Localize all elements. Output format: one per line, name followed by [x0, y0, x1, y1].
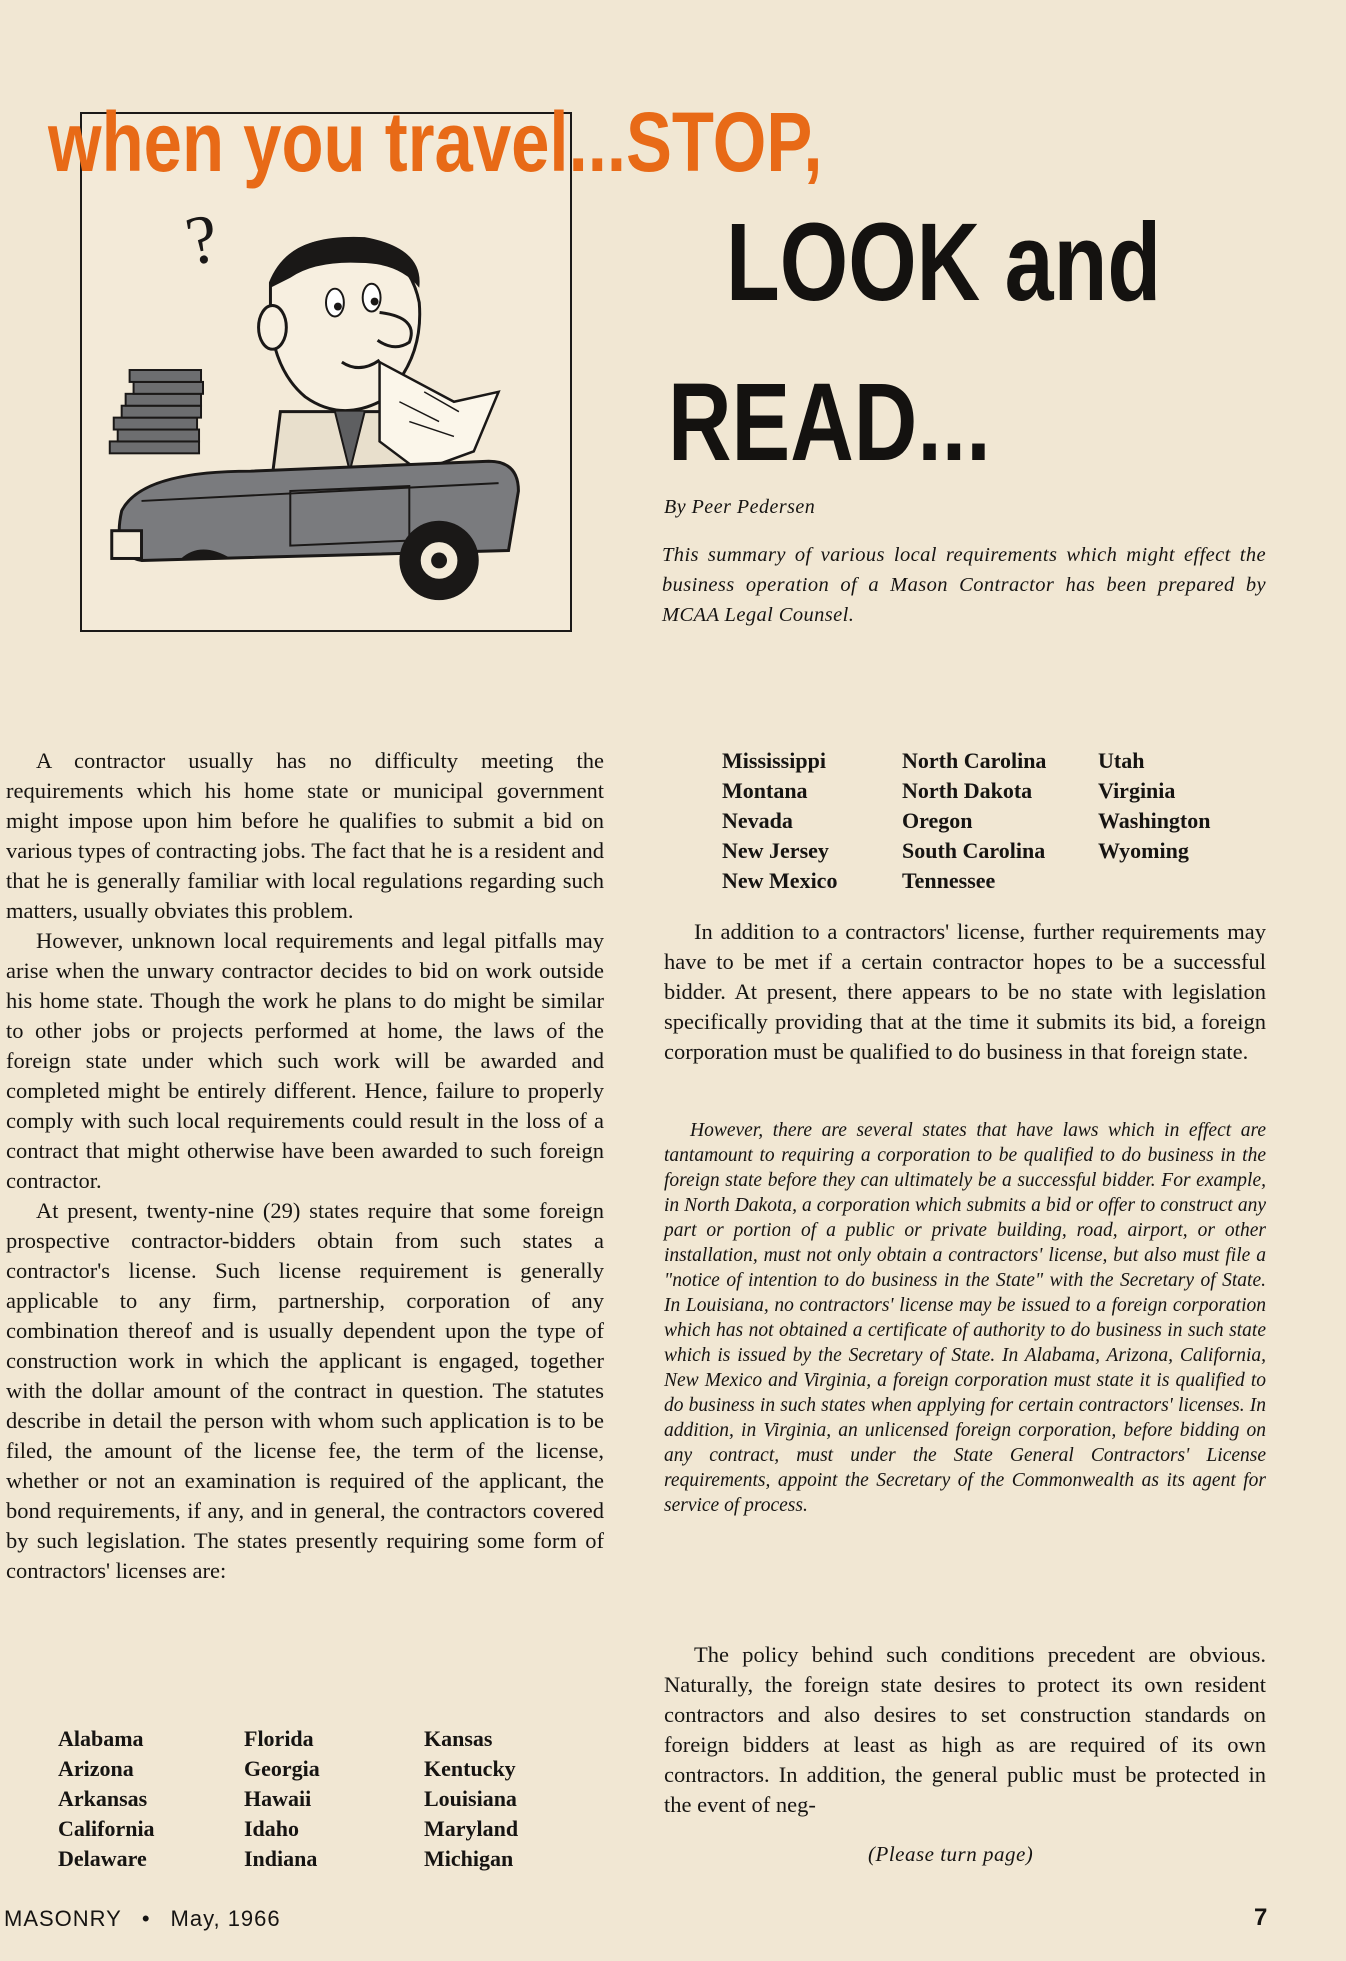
- cartoon-driver-in-car-icon: [82, 114, 570, 630]
- state-item: Louisiana: [424, 1786, 517, 1811]
- state-item: Florida: [244, 1726, 314, 1751]
- state-item: Wyoming: [1098, 838, 1189, 863]
- right-paragraph-2-text: The policy behind such conditions precedent are obvious. Naturally, the foreign state desires to protect its own resident contractors and also desires to set construction standards on foreign bidders at least as high as are required of its own contractors. In addition, the general public must be protected in the event of neg-: [664, 1642, 1266, 1817]
- right-paragraph-1-text: In addition to a contractors' license, further requirements may have to be met if a certain contractor hopes to be a successful bidder. At present, there appears to be no state with legislation specifically providing that at the time it submits its bid, a foreign corporation must be qualified to do business in that foreign state.: [664, 919, 1266, 1064]
- state-list-left: [58, 1724, 574, 1874]
- question-mark-text: ?: [180, 199, 224, 281]
- state-item: Maryland: [424, 1816, 519, 1841]
- state-item: Utah: [1098, 748, 1145, 773]
- left-paragraph-1: A contractor usually has no difficulty meeting the requirements which his home state or municipal government might impose upon him before he qualifies to submit a bid on various types of contracting jobs. The fact that he is a resident and that he is generally familiar with local regulations regarding such matters, usually obviates this problem.: [6, 748, 604, 923]
- state-item: Kentucky: [424, 1756, 516, 1781]
- state-item: New Mexico: [722, 868, 838, 893]
- headline-line1: when you travel...STOP,: [48, 95, 823, 189]
- right-italic-block: [664, 1118, 1266, 1518]
- right-paragraph-1: [664, 917, 1266, 1067]
- state-list-right: [722, 746, 1248, 896]
- right-italic-paragraph: However, there are several states that have laws which in effect are tantamount to requiring a corporation to be qualified to do business in the foreign state before they can ultimately be a successful bidder. For example, in North Dakota, a corporation which submits a bid or offer to construct any part or portion of a public or private building, road, airport, or other installation, must not only obtain a contractors' license, but also must file a "notice of intention to do business in the State" with the Secretary of State. In Louisiana, no contractors' license may be issued to a foreign corporation which has not obtained a certificate of authority to do business in such state which is issued by the Secretary of State. In Alabama, Arizona, California, New Mexico and Virginia, a foreign corporation must state it is qualified to do business in such states when applying for certain contractors' licenses. In addition, in Virginia, an unlicensed foreign corporation, before bidding on any contract, must under the State General Contractors' License requirements, appoint the Secretary of the Commonwealth as its agent for service of process.: [664, 1120, 1266, 1516]
- byline: By Peer Pedersen: [664, 496, 816, 518]
- footer-publication: [4, 1906, 281, 1932]
- state-item: Mississippi: [722, 748, 826, 773]
- state-item: [1098, 866, 1248, 896]
- issue-date: May, 1966: [170, 1906, 281, 1931]
- state-item: Hawaii: [244, 1786, 312, 1811]
- state-item: Michigan: [424, 1846, 514, 1871]
- state-item: Tennessee: [902, 868, 996, 893]
- state-item: Virginia: [1098, 778, 1176, 803]
- state-item: Alabama: [58, 1726, 144, 1751]
- headline-line2: LOOK and: [726, 201, 1162, 324]
- state-item: Idaho: [244, 1816, 300, 1841]
- state-item: Oregon: [902, 808, 973, 833]
- illustration-frame: [80, 112, 572, 632]
- state-item: North Dakota: [902, 778, 1033, 803]
- state-item: Arizona: [58, 1756, 134, 1781]
- headline-line3: READ...: [668, 361, 991, 484]
- state-item: South Carolina: [902, 838, 1046, 863]
- state-item: California: [58, 1816, 155, 1841]
- page-number: 7: [1254, 1904, 1268, 1931]
- state-item: Arkansas: [58, 1786, 148, 1811]
- left-paragraph-2: However, unknown local requirements and legal pitfalls may arise when the unwary contractor decides to bid on work outside his home state. Though the work he plans to do might be similar to other jobs or projects performed at home, the laws of the foreign state under which such work will be awarded and completed might be entirely different. Hence, failure to properly comply with such local requirements could result in the loss of a contract that might otherwise have been awarded to such foreign contractor.: [6, 928, 604, 1193]
- left-paragraph-3: At present, twenty-nine (29) states require that some foreign prospective contractor-bidders obtain from such states a contractor's license. Such license requirement is generally applicable to any firm, partnership, corporation of any combination thereof and is usually dependent upon the type of construction work in which the applicant is engaged, together with the dollar amount of the contract in question. The statutes describe in detail the person with whom such application is to be filed, the amount of the license fee, the term of the license, whether or not an examination is required of the applicant, the bond requirements, if any, and in general, the contractors covered by such legislation. The states presently requiring some form of contractors' licenses are:: [6, 1198, 604, 1583]
- left-column: [0, 746, 604, 1586]
- state-item: Georgia: [244, 1756, 320, 1781]
- bullet-separator: •: [141, 1906, 151, 1931]
- state-item: North Carolina: [902, 748, 1047, 773]
- state-item: Nevada: [722, 808, 793, 833]
- state-item: New Jersey: [722, 838, 829, 863]
- right-paragraph-2: [664, 1640, 1266, 1820]
- state-item: Indiana: [244, 1846, 318, 1871]
- state-item: Kansas: [424, 1726, 493, 1751]
- state-item: Delaware: [58, 1846, 147, 1871]
- intro-summary: This summary of various local requirements which might effect the business operation of a Mason Contractor has been prepared by MCAA Legal Counsel.: [662, 544, 1266, 626]
- publication-name: MASONRY: [4, 1906, 122, 1931]
- state-item: Washington: [1098, 808, 1211, 833]
- state-item: Montana: [722, 778, 808, 803]
- turn-page-note: (Please turn page): [868, 1842, 1034, 1866]
